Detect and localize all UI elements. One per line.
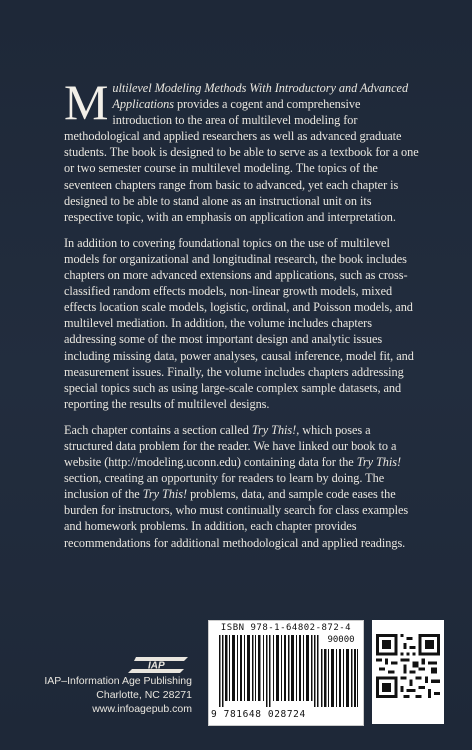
blurb-paragraph-1: [64, 74, 420, 225]
blurb-text: [64, 74, 420, 561]
isbn-barcode: [208, 620, 364, 726]
p3-part-c: , which poses a structured data problem for the reader. We have linked our book to a website (http://modeling.uconn.edu) containing data for the: [64, 422, 397, 470]
p3-try-this-3: Try This!: [142, 487, 188, 502]
addon-barcode-bars: [321, 649, 359, 707]
iap-logo: [128, 655, 190, 675]
publisher-name: IAP–Information Age Publishing: [44, 675, 192, 687]
p3-part-e: section, creating an opportunity for readers to learn by doing. The inclusion of the: [64, 471, 385, 502]
blurb-p1-text: provides a cogent and comprehensive introduction to the area of multilevel modeling for methodological and applied researchers as well as advanced graduate students. The book is designed to be able to serve as a textbook for a one or two semester course in multilevel modeling. The topics of the seventeen chapters range from basic to advanced, yet each chapter is designed to be able to stand alone as an instructional unit on its respective topic, with an emphasis on application and interpretation.: [64, 97, 419, 224]
book-title-italic: ultilevel Modeling Methods With Introductory and Advanced Applications: [112, 81, 409, 112]
p3-part-a: Each chapter contains a section called: [64, 422, 252, 437]
p3-try-this-2: Try This!: [356, 455, 402, 470]
barcode-number: 9 781648 028724: [211, 709, 306, 720]
publisher-website: www.infoagepub.com: [92, 703, 192, 715]
iap-logo-text: IAP: [148, 660, 165, 672]
ean-barcode-bars: [219, 635, 319, 707]
drop-cap: M: [64, 74, 109, 130]
p3-try-this-1: Try This!: [251, 422, 297, 437]
blurb-paragraph-2: In addition to covering foundational topics on the use of multilevel models for organizational and longitudinal research, the book includes chapters on more advanced extensions and applications, such as cross-classified random effects models, non-linear growth models, mixed effects location scale models, logistic, ordinal, and Poisson models, and multilevel mediation. In addition, the volume includes chapters addressing some of the most important design and analytic issues including missing data, power analyses, causal inference, model fit, and measurement issues. Finally, the volume includes chapters addressing special topics such as using large-scale complex sample datasets, and reporting the results of multilevel designs.: [64, 235, 414, 411]
isbn-label: ISBN 978-1-64802-872-4: [220, 623, 352, 633]
publisher-city: Charlotte, NC 28271: [96, 689, 192, 701]
p3-part-g: problems, data, and sample code eases the burden for instructors, who must continually search for class examples and homework problems. In addition, each chapter provides recommendations for additional methodological and applied readings.: [64, 487, 409, 550]
price-code: 90000: [327, 635, 355, 645]
blurb-paragraph-3: [64, 422, 420, 551]
qr-code: [372, 620, 444, 724]
publisher-lines: [22, 674, 192, 716]
qr-code-graphic: [376, 634, 440, 698]
iap-logo-graphic: [128, 657, 188, 673]
